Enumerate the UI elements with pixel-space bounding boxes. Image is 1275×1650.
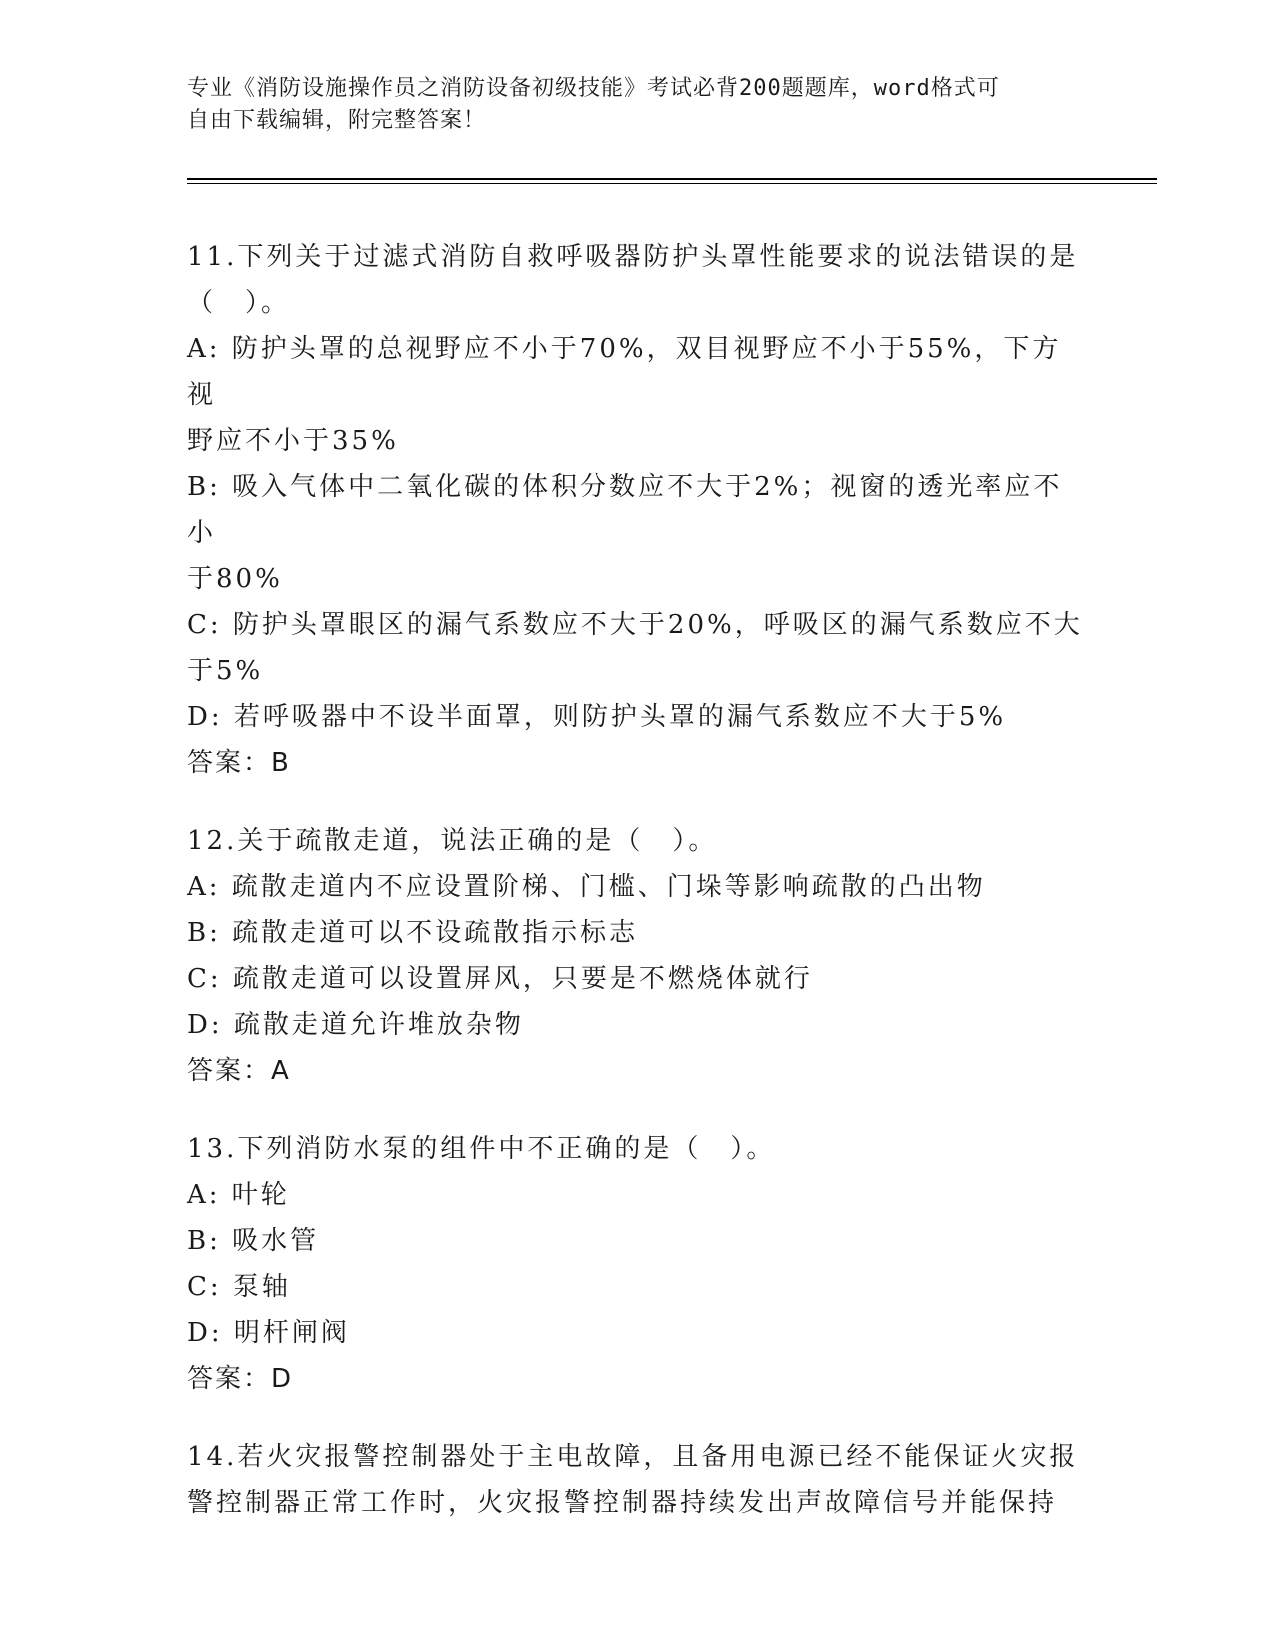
question-stem-line: 警控制器正常工作时，火灾报警控制器持续发出声故障信号并能保持: [187, 1488, 1058, 1518]
answer-label: 答案：D: [187, 1364, 294, 1394]
question-stem-line: 13.下列消防水泵的组件中不正确的是（ ）。: [187, 1134, 776, 1164]
option-b-line: B: 吸入气体中二氧化碳的体积分数应不大于2%；视窗的透光率应不小: [187, 472, 1063, 548]
option-c-line: C: 防护头罩眼区的漏气系数应不大于20%，呼吸区的漏气系数应不大: [187, 610, 1083, 640]
answer-label: 答案：A: [187, 1056, 291, 1086]
answer-label: 答案：B: [187, 748, 291, 778]
option-d-line: D: 疏散走道允许堆放杂物: [187, 1010, 524, 1040]
question-stem-line: 14.若火灾报警控制器处于主电故障，且备用电源已经不能保证火灾报: [187, 1442, 1079, 1472]
option-a-line: 野应不小于35%: [187, 426, 399, 456]
question-14: [187, 1434, 1087, 1526]
question-list: [187, 234, 1087, 1558]
option-d-line: D: 若呼吸器中不设半面罩，则防护头罩的漏气系数应不大于5%: [187, 702, 1007, 732]
header-divider-thick: [187, 178, 1157, 180]
option-c-line: C: 疏散走道可以设置屏风，只要是不燃烧体就行: [187, 964, 813, 994]
question-stem-line: 12.关于疏散走道，说法正确的是（ ）。: [187, 826, 718, 856]
document-header: [187, 73, 1067, 137]
header-line-2: 自由下载编辑，附完整答案！: [187, 108, 487, 133]
question-13: [187, 1126, 1087, 1402]
header-line-1: 专业《消防设施操作员之消防设备初级技能》考试必背200题题库，word格式可: [187, 76, 1000, 101]
question-12: [187, 818, 1087, 1094]
option-a-line: A: 疏散走道内不应设置阶梯、门槛、门垛等影响疏散的凸出物: [187, 872, 986, 902]
question-stem-line: （ ）。: [187, 288, 291, 318]
option-c-line: C: 泵轴: [187, 1272, 291, 1302]
option-b-line: 于80%: [187, 564, 283, 594]
option-a-line: A: 防护头罩的总视野应不小于70%，双目视野应不小于55%，下方视: [187, 334, 1062, 410]
option-d-line: D: 明杆闸阀: [187, 1318, 350, 1348]
header-divider-thin: [187, 183, 1157, 184]
option-b-line: B: 疏散走道可以不设疏散指示标志: [187, 918, 639, 948]
question-11: [187, 234, 1087, 786]
option-b-line: B: 吸水管: [187, 1226, 320, 1256]
option-a-line: A: 叶轮: [187, 1180, 290, 1210]
option-c-line: 于5%: [187, 656, 264, 686]
question-stem-line: 11.下列关于过滤式消防自救呼吸器防护头罩性能要求的说法错误的是: [187, 242, 1079, 272]
